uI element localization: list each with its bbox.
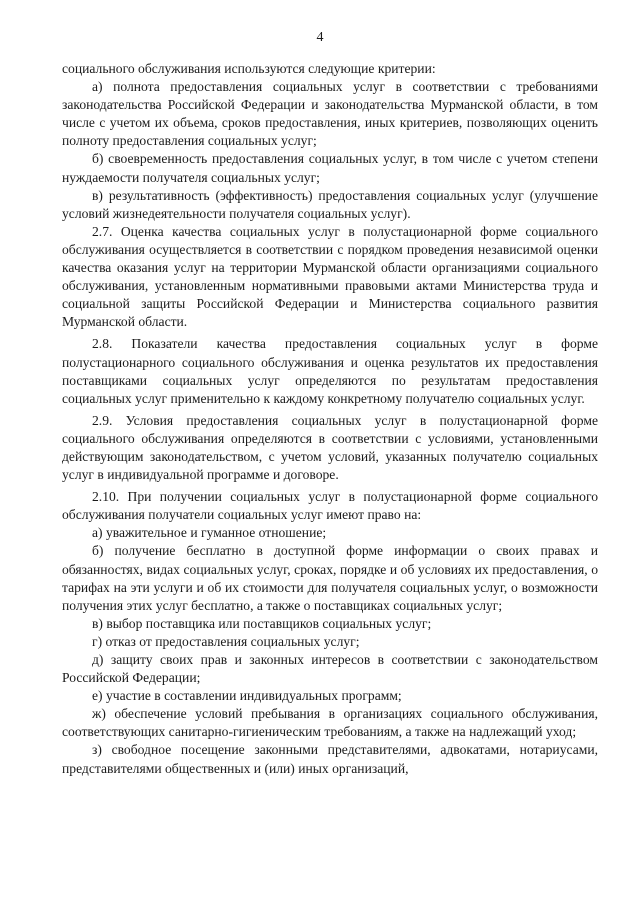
paragraph-right-a: а) уважительное и гуманное отношение; [92, 525, 327, 541]
paragraph-criterion-b: б) своевременность предоставления социальных услуг, в том числе с учетом степени нуждаемости получателя социальных услуг; [62, 151, 598, 185]
paragraph-right-f: е) участие в составлении индивидуальных программ; [92, 688, 402, 704]
paragraph-right-b: б) получение бесплатно в доступной форме информации о своих правах и обязанностях, видах социальных услуг, сроках, порядке и об условиях их предоставления, о тарифах на эти услуги и об их стоимости для получателя социальных услуг, о возможности получения этих услуг бесплатно, а также о поставщиках социальных услуг; [62, 543, 598, 613]
paragraph-section-2-7: 2.7. Оценка качества социальных услуг в полустационарной форме социального обслуживания осуществляется в соответствии с порядком проведения независимой оценки качества оказания услуг на территории Мурманской области организациями социального обслуживания, установленным нормативными правовыми актами Министерства труда и социальной защиты Российской Федерации и Министерства социального развития Мурманской области. [62, 223, 598, 330]
paragraph-criterion-c: в) результативность (эффективность) предоставления социальных услуг (улучшение условий жизнедеятельности получателя социальных услуг). [62, 187, 598, 221]
paragraph-section-2-10: 2.10. При получении социальных услуг в полустационарной форме социального обслуживания получатели социальных услуг имеют право на: [62, 489, 598, 523]
paragraph-criteria-intro: социального обслуживания используются следующие критерии: [62, 61, 436, 76]
paragraph-right-g: ж) обеспечение условий пребывания в организациях социального обслуживания, соответствующих санитарно-гигиеническим требованиям, а также на надлежащий уход; [62, 706, 598, 740]
paragraph-right-h: з) свободное посещение законными представителями, адвокатами, нотариусами, представителями общественных и (или) иных организаций, [62, 742, 598, 776]
paragraph-criterion-a: а) полнота предоставления социальных услуг в соответствии с требованиями законодательства Российской Федерации и законодательства Мурманской области, в том числе с учетом их объема, сроков предоставления, иных критериев, позволяющих оценить полноту предоставления социальных услуг; [62, 79, 598, 149]
document-body [62, 60, 598, 778]
paragraph-right-c: в) выбор поставщика или поставщиков социальных услуг; [92, 615, 432, 631]
paragraph-section-2-8: 2.8. Показатели качества предоставления социальных услуг в форме полустационарного социального обслуживания и оценка результатов их предоставления поставщиками социальных услуг определяются по результатам предоставления социальных услуг применительно к каждому конкретному получателю социальных услуг. [62, 336, 598, 406]
paragraph-right-e: д) защиту своих прав и законных интересов в соответствии с законодательством Российской Федерации; [62, 652, 598, 686]
paragraph-right-d: г) отказ от предоставления социальных услуг; [92, 633, 360, 649]
paragraph-section-2-9: 2.9. Условия предоставления социальных услуг в полустационарной форме социального обслуживания определяются в соответствии с условиями, установленными действующим законодательством, с учетом условий, указанных получателю социальных услуг в индивидуальной программе и договоре. [62, 412, 598, 483]
page-number: 4 [316, 30, 324, 45]
